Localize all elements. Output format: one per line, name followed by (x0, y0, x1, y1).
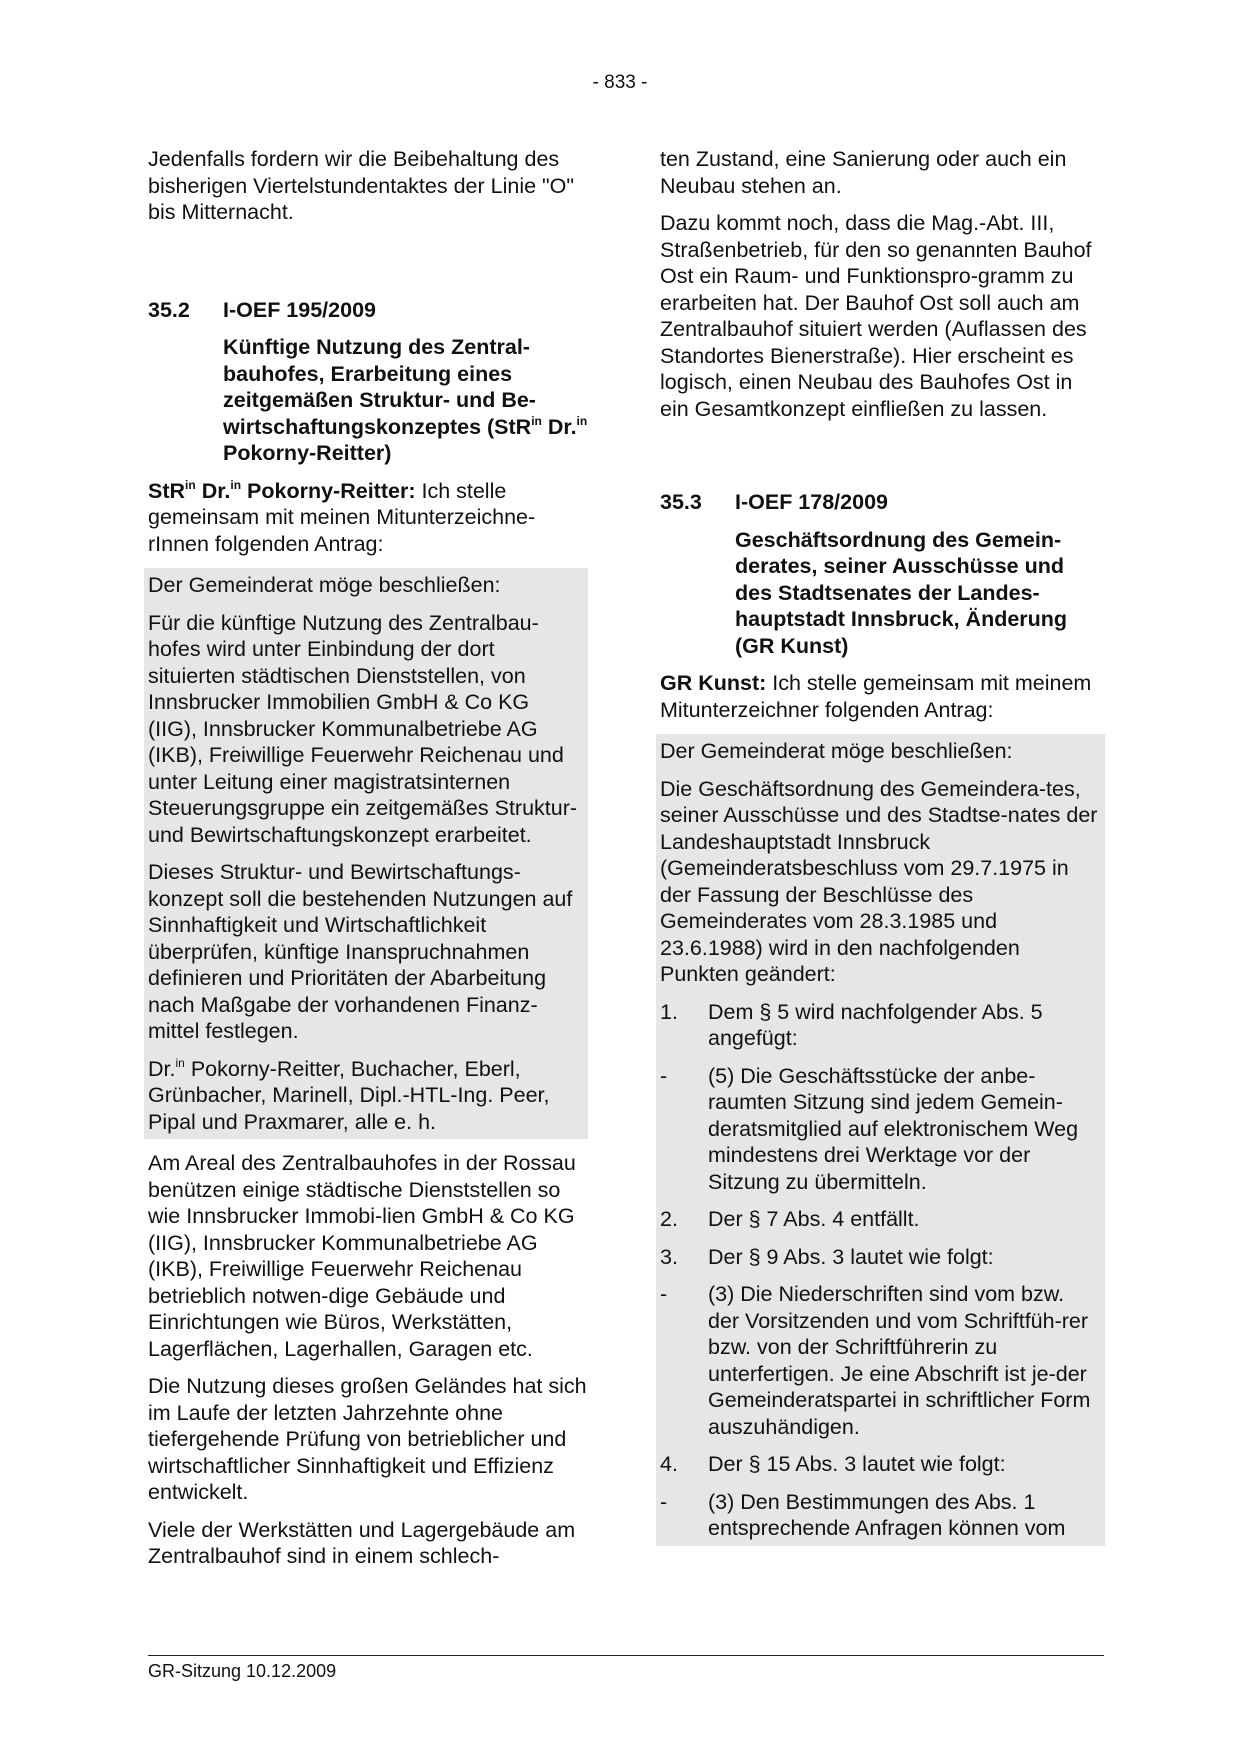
section-code: I-OEF 178/2009 (735, 490, 888, 514)
motion-paragraph: Dieses Struktur- und Bewirtschaftungs-konzept soll die bestehenden Nutzungen auf Sinnhaftigkeit und Wirtschaftlichkeit überprüfen, künftige Inanspruchnahmen definieren und Prioritäten der Abarbeitung nach Maßgabe der vorhandenen Finanz-mittel festlegen. (148, 860, 573, 1043)
list-marker: 2. (660, 1207, 678, 1231)
list-marker: 4. (660, 1452, 678, 1476)
footer-label: GR-Sitzung 10.12.2009 (148, 1661, 337, 1681)
intro-paragraph: Jedenfalls fordern wir die Beibehaltung des bisherigen Viertelstundentaktes der Linie "O" bis Mitternacht. (148, 147, 575, 224)
list-item (660, 1063, 1101, 1196)
list-item-text: (3) Die Niederschriften sind vom bzw. der Vorsitzenden und vom Schriftfüh-rer bzw. von der Schriftführerin zu unterfertigen. Je eine Abschrift ist je-der Gemeinderatspartei in schriftlicher Form auszuhändigen. (708, 1282, 1091, 1439)
section-number: 35.2 (148, 297, 190, 322)
motion-box (656, 734, 1105, 1546)
list-item (660, 1244, 1101, 1271)
list-item-text: Der § 15 Abs. 3 lautet wie folgt: (708, 1452, 1006, 1476)
section-heading-35-2 (148, 297, 588, 324)
section-number: 35.3 (660, 490, 702, 514)
list-marker: 3. (660, 1244, 678, 1269)
list-item-text: (3) Den Bestimmungen des Abs. 1 entsprechende Anfragen können vom (708, 1489, 1066, 1540)
list-marker: - (660, 1489, 668, 1514)
footer-divider (148, 1655, 1104, 1656)
speaker-name: StR$^{in}$ Dr.$^{in}$ Pokorny-Reitter: (148, 477, 416, 503)
list-item (660, 1451, 1101, 1478)
speaker-name: GR Kunst: (660, 671, 767, 695)
section-heading-35-3 (660, 489, 1105, 516)
list-marker: 1. (660, 999, 678, 1024)
left-column (148, 146, 588, 1581)
right-column (660, 146, 1105, 1546)
section-code: I-OEF 195/2009 (223, 297, 376, 322)
motion-signers: Dr.$^{in}$ Pokorny-Reitter, Buchacher, Eberl, Grünbacher, Marinell, Dipl.-HTL-Ing. Peer, Pipal und Praxmarer, alle e. h. (148, 1055, 550, 1134)
list-item-text: Der § 9 Abs. 3 lautet wie folgt: (708, 1244, 994, 1269)
motion-heading: Der Gemeinderat möge beschließen: (660, 739, 1013, 763)
speaker-statement: GR Kunst: Ich stelle gemeinsam mit meinem Mitunterzeichner folgenden Antrag: (660, 671, 1092, 722)
list-item (660, 999, 1101, 1052)
body-paragraph: Dazu kommt noch, dass die Mag.-Abt. III, Straßenbetrieb, für den so genannten Bauhof Ost ein Raum- und Funktionspro-gramm zu erarbeiten hat. Der Bauhof Ost soll auch am Zentralbauhof situiert werden (Auflassen des Standortes Bienerstraße). Hier erscheint es logisch, einen Neubau des Bauhofes Ost in ein Gesamtkonzept einfließen zu lassen. (660, 211, 1092, 421)
motion-paragraph: Die Geschäftsordnung des Gemeindera-tes, seiner Ausschüsse und des Stadtse-nates der Landeshauptstadt Innsbruck (Gemeinderatsbeschluss vom 29.7.1975 in der Fassung der Beschlüsse des Gemeinderates vom 28.3.1985 und 23.6.1988) wird in den nachfolgenden Punkten geändert: (660, 776, 1098, 986)
speaker-statement: StR$^{in}$ Dr.$^{in}$ Pokorny-Reitter: Ich stelle gemeinsam mit meinen Mitunterzeichne-rInnen folgenden Antrag: (148, 477, 536, 556)
page-number: - 833 - (592, 72, 648, 93)
list-marker: - (660, 1282, 668, 1306)
motion-heading: Der Gemeinderat möge beschließen: (148, 573, 501, 597)
body-paragraph: Die Nutzung dieses großen Geländes hat sich im Laufe der letzten Jahrzehnte ohne tiefergehende Prüfung von betrieblicher und wirtschaftlicher Sinnhaftigkeit und Effizienz entwickelt. (148, 1374, 587, 1504)
list-item (660, 1489, 1101, 1542)
list-item-text: (5) Die Geschäftsstücke der anbe-raumten Sitzung sind jedem Gemein-deratsmitglied auf elektronischem Weg mindestens drei Werktage vor der Sitzung zu übermitteln. (708, 1063, 1079, 1194)
motion-paragraph: Für die künftige Nutzung des Zentralbau-hofes wird unter Einbindung der dort situierten städtischen Dienststellen, von Innsbrucker Immobilien GmbH & Co KG (IIG), Innsbrucker Kommunalbetriebe AG (IKB), Freiwillige Feuerwehr Reichenau und unter Leitung einer magistratsinternen Steuerungsgruppe ein zeitgemäßes Struktur- und Bewirtschaftungskonzept erarbeitet. (148, 610, 578, 847)
motion-box (144, 568, 588, 1139)
list-marker: - (660, 1063, 668, 1088)
body-paragraph: Am Areal des Zentralbauhofes in der Rossau benützen einige städtische Dienststellen so wie Innsbrucker Immobi-lien GmbH & Co KG (IIG), Innsbrucker Kommunalbetriebe AG (IKB), Freiwillige Feuerwehr Reichenau betrieblich notwen-dige Gebäude und Einrichtungen wie Büros, Werkstätten, Lagerflächen, Lagerhallen, Garagen etc. (148, 1151, 576, 1361)
amendment-list (660, 999, 1101, 1546)
list-item-text: Dem § 5 wird nachfolgender Abs. 5 angefügt: (708, 999, 1043, 1050)
section-title: Geschäftsordnung des Gemein-derates, seiner Ausschüsse und des Stadtsenates der Landes-hauptstadt Innsbruck, Änderung (GR Kunst) (735, 527, 1068, 658)
list-item (660, 1281, 1101, 1440)
body-paragraph: Viele der Werkstätten und Lagergebäude am Zentralbauhof sind in einem schlech- (148, 1517, 576, 1568)
list-item-text: Der § 7 Abs. 4 entfällt. (708, 1207, 920, 1231)
body-paragraph: ten Zustand, eine Sanierung oder auch ein Neubau stehen an. (660, 147, 1067, 198)
section-title: Künftige Nutzung des Zentral-bauhofes, Erarbeitung eines zeitgemäßen Struktur- und Be-wirtschaftungskonzeptes (StR$^{in}$ Dr.$^{in}$ Pokorny-Reitter) (223, 335, 588, 465)
list-item (660, 1206, 1101, 1233)
